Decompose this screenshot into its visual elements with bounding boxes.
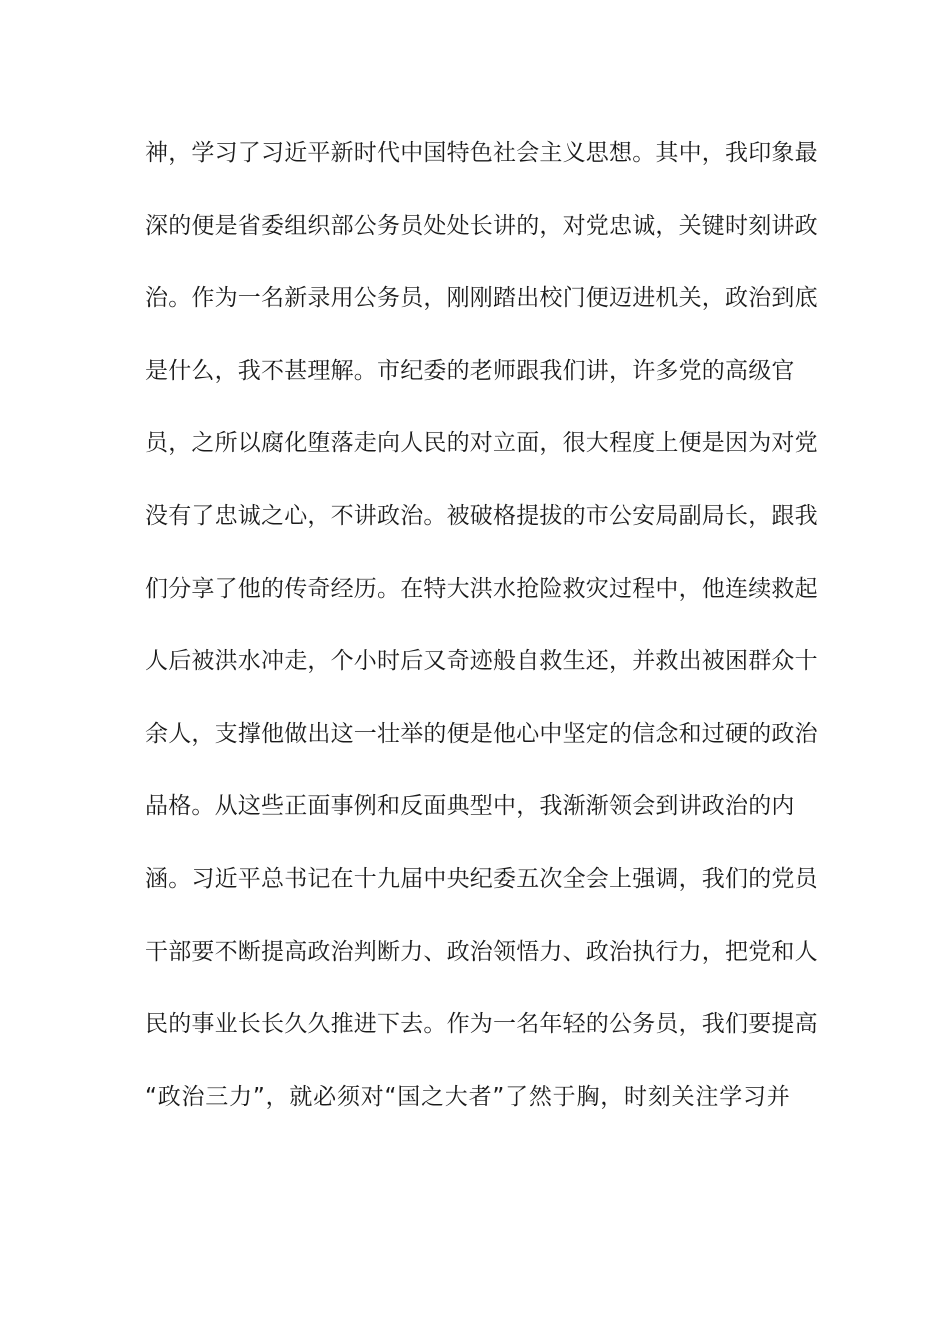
text-line: 余人，支撑他做出这一壮举的便是他心中坚定的信念和过硬的政治	[145, 720, 818, 747]
text-line: 品格。从这些正面事例和反面典型中，我渐渐领会到讲政治的内	[145, 793, 795, 820]
text-line: 干部要不断提高政治判断力、政治领悟力、政治执行力，把党和人	[145, 938, 818, 965]
text-line: 们分享了他的传奇经历。在特大洪水抢险救灾过程中，他连续救起	[145, 575, 818, 602]
text-line: 人后被洪水冲走，个小时后又奇迹般自救生还，并救出被困群众十	[145, 648, 818, 675]
text-line: 是什么，我不甚理解。市纪委的老师跟我们讲，许多党的高级官	[145, 357, 795, 384]
text-line: 神，学习了习近平新时代中国特色社会主义思想。其中，我印象最	[145, 140, 818, 166]
text-line: 员，之所以腐化堕落走向人民的对立面，很大程度上便是因为对党	[145, 430, 818, 457]
text-line: 没有了忠诚之心，不讲政治。被破格提拔的市公安局副局长，跟我	[145, 502, 818, 529]
body-text	[145, 131, 818, 1147]
text-line: 深的便是省委组织部公务员处处长讲的，对党忠诚，关键时刻讲政	[145, 212, 818, 239]
text-line: 治。作为一名新录用公务员，刚刚踏出校门便迈进机关，政治到底	[145, 285, 818, 312]
text-line: “政治三力”，就必须对“国之大者”了然于胸，时刻关注学习并	[145, 1083, 790, 1110]
text-line: 民的事业长长久久推进下去。作为一名年轻的公务员，我们要提高	[145, 1011, 818, 1038]
text-line: 涵。习近平总书记在十九届中央纪委五次全会上强调，我们的党员	[145, 865, 818, 892]
